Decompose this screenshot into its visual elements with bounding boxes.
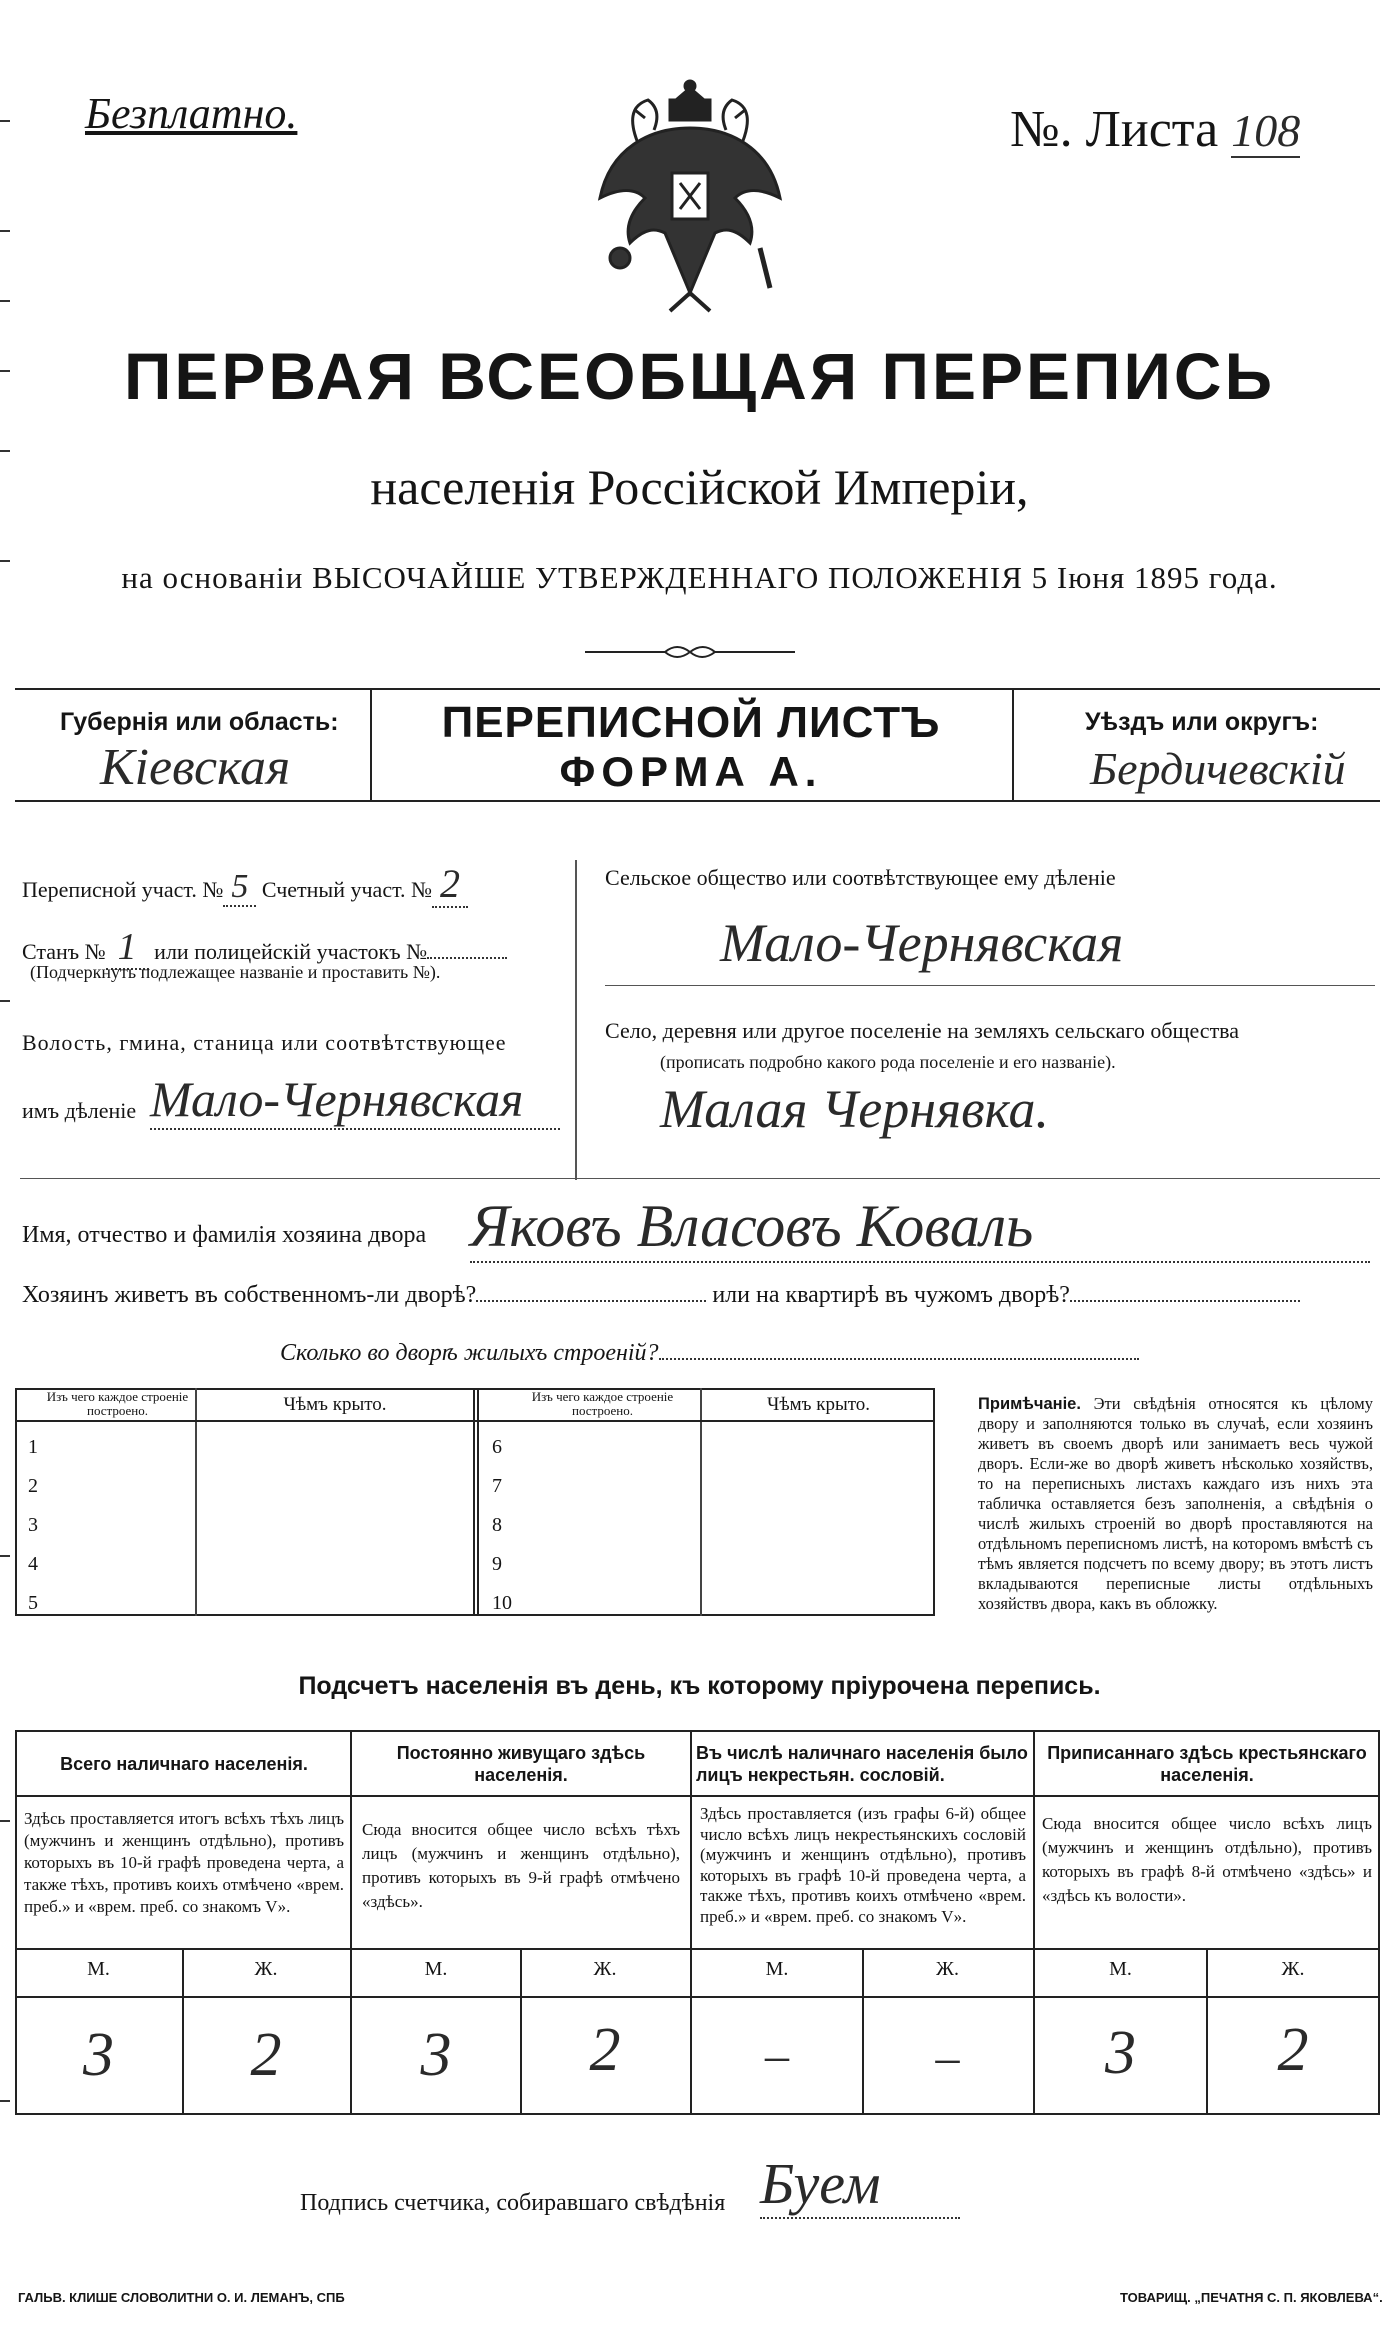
table-row: 10 (492, 1592, 512, 1614)
rule (15, 1996, 1380, 1998)
village-label: Село, деревня или другое поселеніе на земляхъ сельскаго общества (605, 1018, 1240, 1043)
margin-tick (0, 2100, 10, 2102)
page-title: ПЕРВАЯ ВСЕОБЩАЯ ПЕРЕПИСЬ (123, 339, 1276, 413)
printer-right: ТОВАРИЩ. „ПЕЧАТНЯ С. П. ЯКОВЛЕВА“. (1120, 2290, 1383, 2305)
pop-f-label: Ж. (593, 1958, 617, 1980)
col-roof-right: Чѣмъ крыто. (766, 1394, 871, 1415)
form-title: ПЕРЕПИСНОЙ ЛИСТЪ (441, 698, 941, 747)
pop-col-head: Всего наличнаго населенія. (60, 1754, 308, 1774)
buildings-rows-left (28, 1428, 38, 1623)
pop-col-head: Постоянно живущаго здѣсь населенія. (396, 1743, 646, 1785)
pop-f-value: – (935, 2031, 960, 2084)
margin-tick (0, 450, 10, 452)
pop-f-label: Ж. (1281, 1958, 1305, 1980)
pop-col-desc: Сюда вносится общее число всѣхъ тѣхъ лицъ (мужчинъ и женщинъ отдѣльно), противъ которыхъ въ 9-й графѣ отмѣчено «здѣсь». (362, 1820, 680, 1911)
margin-tick (0, 300, 10, 302)
rule (605, 985, 1375, 986)
police-label: или полицейскій участокъ № (154, 939, 428, 964)
rule (15, 688, 1380, 690)
rule (15, 800, 1380, 802)
census-area-label: Переписной участ. № (22, 877, 224, 902)
table-row: 8 (492, 1514, 502, 1536)
volost-value: Мало-Чернявская (150, 1070, 560, 1130)
census-area-value: 5 (223, 868, 256, 907)
rule (15, 1420, 935, 1422)
margin-tick (0, 1555, 10, 1557)
note-title: Примѣчаніе. (978, 1395, 1081, 1413)
pop-col-desc: Сюда вносится общее число всѣхъ лицъ (мужчинъ и женщинъ отдѣльно), противъ которыхъ въ графѣ 8-й отмѣчено «здѣсь» и «здѣсь къ волости». (1042, 1814, 1372, 1905)
buildings-note (978, 1394, 1373, 1614)
table-row: 5 (28, 1592, 38, 1614)
buildings-table (15, 1388, 935, 1616)
rule (195, 1388, 197, 1616)
free-label: Безплатно. (85, 89, 298, 138)
rule (700, 1388, 702, 1616)
note-text: Эти свѣдѣнія относятся къ цѣлому двору и заполняются только въ случаѣ, если хозяинъ живетъ въ своемъ дворѣ или занимаетъ весь чужой дворъ. Если-же во дворѣ живетъ нѣсколько хозяйствъ, то на переписныхъ листахъ каждаго изъ нихъ эта табличка оставляется безъ заполненія, а свѣдѣнія о числѣ жилыхъ строеній во дворѣ проставляются на отдѣльномъ переписномъ листѣ, на которомъ вмѣстѣ съ тѣмъ является подсчетъ по всему двору; въ этотъ листъ вкладываются переписные листы отдѣльныхъ хозяйствъ двора, какъ въ обложку. (978, 1394, 1373, 1613)
pop-m-value: 3 (420, 2021, 452, 2089)
form-subtitle: ФОРМА А. (559, 748, 823, 795)
district-value: Бердичевскій (1090, 743, 1346, 794)
rule (473, 1388, 475, 1616)
table-row: 6 (492, 1436, 502, 1458)
double-headed-eagle-icon (590, 78, 790, 318)
margin-tick (0, 120, 10, 122)
table-row: 4 (28, 1553, 38, 1575)
pop-f-label: Ж. (936, 1958, 959, 1980)
buildings-question-row (280, 1340, 1139, 1367)
owner-lives-row (22, 1282, 1382, 1309)
rule (15, 1795, 1380, 1797)
signature-row (300, 2190, 725, 2217)
page-subtitle: населенія Россійской Имперіи, (370, 459, 1029, 515)
table-row: 7 (492, 1475, 502, 1497)
volost-label-2: имъ дѣленіе (22, 1098, 137, 1123)
rule (575, 860, 577, 1180)
society-label: Сельское общество или соотвѣтствующее ему дѣленіе (605, 865, 1116, 890)
basis-line: на основаніи ВЫСОЧАЙШЕ УТВЕРЖДЕННАГО ПОЛОЖЕНІЯ 5 Іюня 1895 года. (121, 560, 1278, 595)
buildings-rows-right (492, 1428, 512, 1623)
signature-value: Буем (760, 2150, 960, 2219)
col-roof-left: Чѣмъ крыто. (283, 1394, 387, 1415)
sheet-number (1010, 100, 1300, 159)
table-row: 3 (28, 1514, 38, 1536)
col-material-right: Изъ чего каждое строеніе построено. (531, 1389, 674, 1418)
printer-left: ГАЛЬВ. КЛИШЕ СЛОВОЛИТНИ О. И. ЛЕМАНЪ, СПБ (18, 2290, 345, 2305)
sheet-number-value: 108 (1231, 105, 1301, 156)
table-row: 2 (28, 1475, 38, 1497)
pop-col-desc: Здѣсь проставляется итогъ всѣхъ тѣхъ лицъ (мужчинъ и женщинъ отдѣльно), противъ которыхъ въ 10-й графѣ проведена черта, а также тѣхъ, противъ коихъ отмѣчено «врем. преб.» и «врем. преб. со знакомъ V». (24, 1809, 344, 1916)
pop-m-label: М. (765, 1958, 789, 1980)
society-value: Мало-Чернявская (720, 913, 1124, 973)
province-label: Губернія или область: (60, 708, 339, 736)
count-area-label: Счетный участ. № (261, 877, 433, 902)
signature-label: Подпись счетчика, собиравшаго свѣдѣнія (300, 2190, 726, 2216)
pop-col-desc: Здѣсь проставляется (изъ графы 6-й) общее число всѣхъ лицъ некрестьянскихъ сословій (мужчинъ и женщинъ отдѣльно), противъ которыхъ въ графѣ 10-й проведена черта, а также тѣхъ, противъ коихъ отмѣчено «врем. преб.» и «врем. преб. со знакомъ V». (700, 1804, 1026, 1926)
rule (1012, 688, 1014, 800)
owner-row (22, 1222, 426, 1249)
pop-f-label: Ж. (254, 1958, 278, 1980)
ornament-divider-icon (585, 642, 795, 662)
owner-lives-label: Хозяинъ живетъ въ собственномъ-ли дворѣ? (22, 1282, 477, 1308)
margin-tick (0, 1000, 10, 1002)
pop-col-head: Въ числѣ наличнаго населенія было лицъ некрестьян. сословій. (696, 1743, 1028, 1785)
village-note: (прописать подробно какого рода поселеніе и его названіе). (660, 1052, 1116, 1072)
pop-f-value: 2 (250, 2021, 282, 2089)
pop-f-value: 2 (589, 2016, 621, 2084)
rule (477, 1388, 479, 1616)
volost-row (22, 1098, 136, 1124)
population-title: Подсчетъ населенія въ день, къ которому пріурочена перепись. (298, 1672, 1101, 1700)
rule (20, 1178, 1380, 1179)
village-value: Малая Чернявка. (660, 1079, 1049, 1139)
buildings-question: Сколько во дворѣ жилыхъ строеній? (280, 1340, 659, 1366)
sheet-number-label: №. Листа (1010, 101, 1219, 158)
owner-name-label: Имя, отчество и фамилія хозяина двора (22, 1222, 427, 1248)
volost-label: Волость, гмина, станица или соотвѣтствующее (22, 1030, 507, 1055)
district-label: Уѣздъ или округъ: (1085, 708, 1319, 736)
pop-f-value: 2 (1277, 2016, 1309, 2084)
pop-m-label: М. (87, 1958, 110, 1980)
pop-m-label: М. (424, 1958, 448, 1980)
census-area-row (22, 860, 468, 907)
province-value: Кіевская (100, 739, 291, 796)
pop-m-value: 3 (83, 2021, 114, 2089)
camp-label: Станъ № (22, 939, 106, 964)
col-material-left: Изъ чего каждое строеніе построено. (46, 1389, 189, 1418)
table-row: 1 (28, 1436, 38, 1458)
table-row: 9 (492, 1553, 502, 1575)
pop-col-head: Приписаннаго здѣсь крестьянскаго населенія. (1047, 1743, 1367, 1785)
margin-tick (0, 230, 10, 232)
rule (15, 1948, 1380, 1950)
owner-name-value: Яковъ Власовъ Коваль (470, 1192, 1370, 1263)
owner-lives-alt: или на квартирѣ въ чужомъ дворѣ? (712, 1282, 1070, 1308)
count-area-value: 2 (432, 861, 468, 908)
pop-m-label: М. (1109, 1958, 1132, 1980)
pop-m-value: 3 (1105, 2019, 1136, 2087)
police-note: (Подчеркнуть подлежащее названіе и проставить №). (30, 962, 441, 982)
camp-value: 1 (106, 926, 149, 970)
margin-tick (0, 1820, 10, 1822)
pop-m-value: – (765, 2029, 789, 2082)
